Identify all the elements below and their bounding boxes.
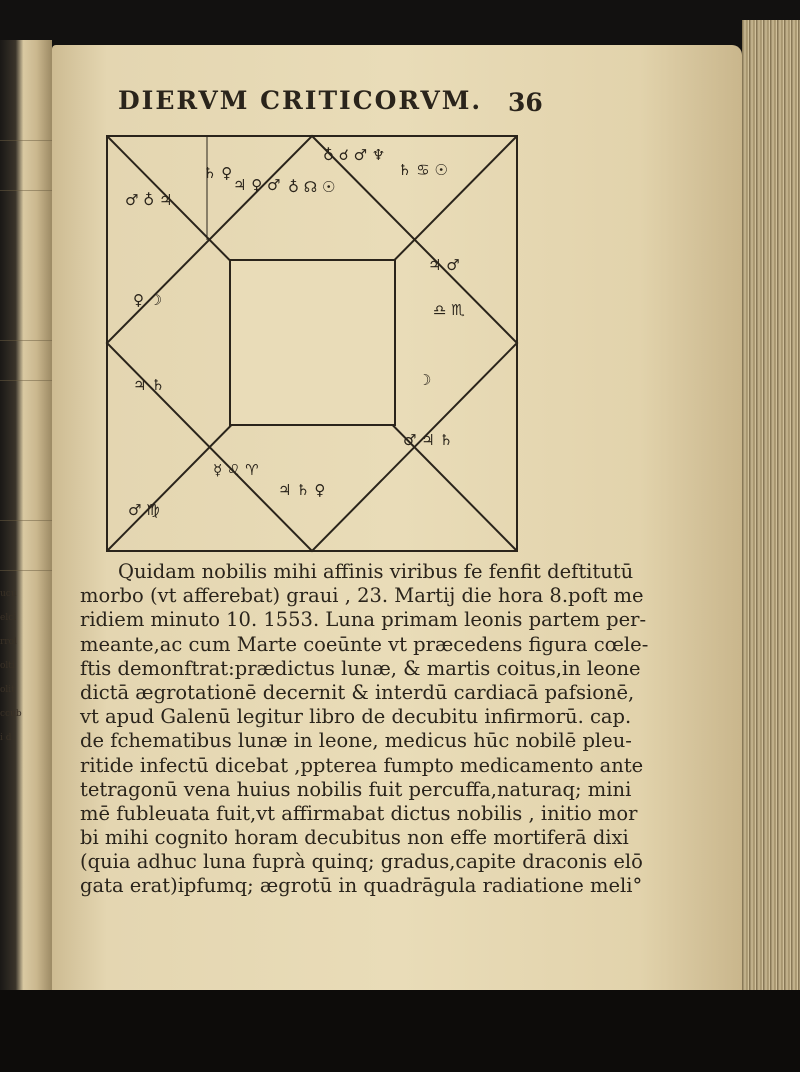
chart-symbol: ♃ ♀ ♂ bbox=[233, 176, 281, 194]
chart-symbol: ♂ ♃ ♄ bbox=[403, 431, 453, 449]
text-line: morbo (vt afferebat) graui , 23. Martij die hora 8.poft me bbox=[80, 584, 644, 608]
chart-center-square bbox=[230, 260, 395, 425]
margin-fragment: olti bbox=[0, 661, 15, 671]
chart-symbol: ♁ ☌ ♂ ♆ bbox=[323, 146, 386, 164]
chart-symbol: ☿ ♌ ♈ bbox=[213, 461, 259, 479]
text-line: gata erat)ipfumq; ægrotū in quadrāgula radiatione meli° bbox=[80, 874, 643, 898]
chart-symbol: ♂ ♍ bbox=[128, 501, 160, 519]
horoscope-chart bbox=[103, 130, 523, 555]
text-line: Quidam nobilis mihi affinis viribus fe fenfit deftitutū bbox=[118, 560, 634, 583]
previous-page-margin-text bbox=[0, 582, 38, 750]
chart-symbol: ♀ ☽ bbox=[133, 291, 163, 309]
chart-symbol: ♄ ♋ ☉ bbox=[398, 161, 448, 179]
chart-symbol: ♃ ♄ bbox=[133, 376, 165, 394]
margin-fragment: elci bbox=[0, 613, 17, 623]
chart-symbol: ♃ ♄ ♀ bbox=[278, 481, 326, 499]
text-line: (quia adhuc luna fuprà quinq; gradus,capite draconis elō bbox=[80, 850, 643, 874]
body-text bbox=[80, 560, 700, 899]
text-line: mē fubleuata fuit,vt affirmabat dictus nobilis , initio mor bbox=[80, 801, 638, 825]
text-line: tetragonū vena huius nobilis fuit percuffa,naturaq; mini bbox=[80, 777, 632, 801]
text-line: ritide infectū dicebat ,ppterea fumpto medicamento ante bbox=[80, 753, 644, 777]
bottom-shadow bbox=[0, 990, 800, 1072]
page-number: 36 bbox=[508, 88, 543, 117]
chart-symbol: ♂ ♁ ♃ bbox=[125, 191, 173, 209]
margin-fragment: ucu bbox=[0, 589, 17, 599]
chart-symbol: ♄ ♀ bbox=[203, 164, 233, 182]
margin-fragment: ccub bbox=[0, 709, 22, 719]
horoscope-diagram bbox=[103, 130, 523, 555]
margin-fragment: i d bbox=[0, 733, 12, 743]
chart-symbol: ♃ ♂ bbox=[428, 256, 460, 274]
text-line: bi mihi cognito horam decubitus non effe mortiferā dixi bbox=[80, 826, 629, 850]
text-line: vt apud Galenū legitur libro de decubitu infirmorū. cap. bbox=[80, 705, 632, 729]
chart-symbol: ♁ ☊ ☉ bbox=[288, 178, 336, 196]
text-line: ftis demonftrat:prædictus lunæ, & martis coitus,in leone bbox=[80, 656, 641, 680]
chart-symbol: ♎ ♏ bbox=[433, 301, 465, 319]
chart-symbol: ☽ bbox=[418, 371, 432, 389]
text-line: ridiem minuto 10. 1553. Luna primam leonis partem per- bbox=[80, 608, 647, 632]
page-stack-edge bbox=[742, 20, 800, 1000]
margin-fragment: olit bbox=[0, 685, 15, 695]
previous-page-edge bbox=[0, 40, 52, 990]
margin-fragment: rrol bbox=[0, 637, 17, 647]
text-line: meante,ac cum Marte coeūnte vt præcedens figura cœle- bbox=[80, 632, 649, 656]
running-header: DIERVM CRITICORVM. bbox=[118, 86, 483, 115]
text-line: de fchematibus lunæ in leone, medicus hūc nobilē pleu- bbox=[80, 729, 632, 753]
text-line: dictā ægrotationē decernit & interdū cardiacā pafsionē, bbox=[80, 680, 635, 704]
